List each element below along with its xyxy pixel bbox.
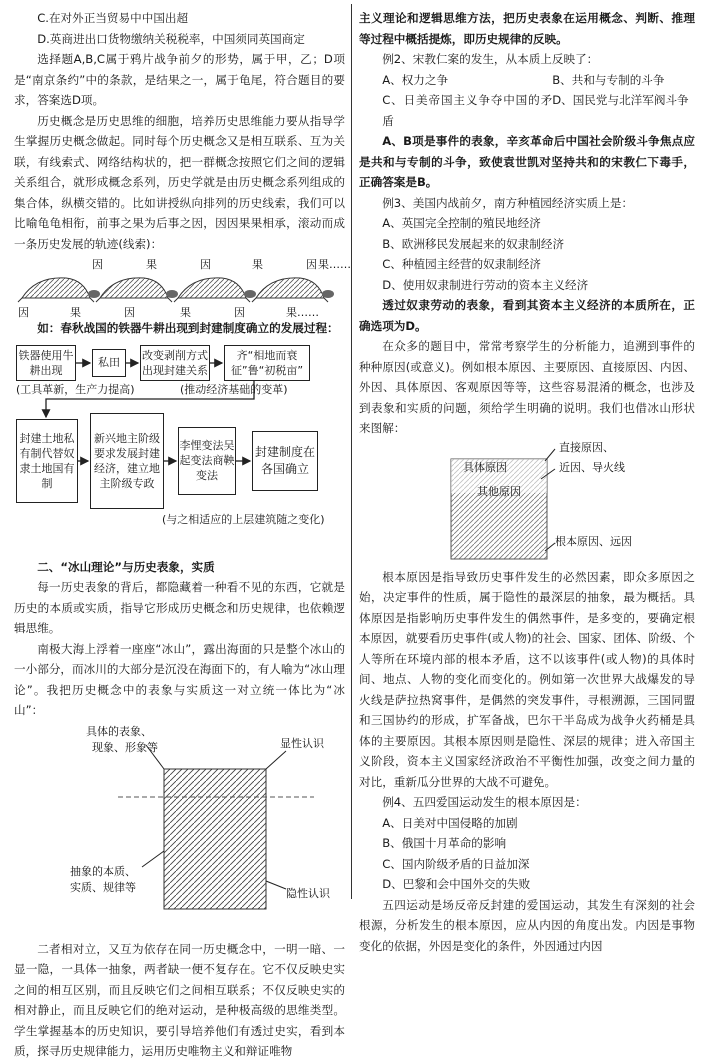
example-3-option-c: C、种植园主经营的奴隶制经济 — [382, 257, 542, 271]
example-2-option-a: A、权力之争 — [382, 72, 449, 87]
example-4-option-d: D、巴黎和会中国外交的失败 — [382, 877, 531, 891]
flow-box-private-land: 私田 — [92, 349, 126, 377]
example-2-question: 例2、宋教仁案的发生，从本质上反映了： — [382, 52, 599, 66]
turtle-label-top-3: 因 — [200, 258, 211, 271]
turtle-label-bottom-5: 因 — [234, 306, 245, 319]
example-3-option-b: B、欧洲移民发展起来的奴隶制经济 — [382, 236, 565, 251]
flow-diagram — [14, 343, 345, 557]
example-2-options-row-2 — [359, 90, 695, 131]
column-divider — [351, 4, 352, 899]
explanation-1: 选择题A,B,C属于鸦片战争前夕的形势，属于甲，乙；D项是“南京条约”中的条款，是结果之一，属于龟尾，符合题目的要求，答案选D项。 — [14, 52, 345, 107]
option-d: D.英商进出口货物缴纳关税税率，中国须同英国商定 — [37, 31, 305, 46]
causes-iceberg-figure — [359, 439, 695, 567]
causes-near-label: 近因、导火线 — [559, 460, 625, 474]
turtle-chain-figure — [14, 254, 351, 319]
iceberg-deep-label-1: 抽象的本质、 — [70, 864, 136, 878]
flow-box-feudal-system: 封建制度在各国确立 — [252, 431, 318, 491]
iceberg-deep-label-2: 实质、规律等 — [70, 880, 136, 894]
example-intro: 如：春秋战国的铁器牛耕出现到封建制度确立的发展过程： — [37, 321, 339, 335]
left-column — [14, 8, 351, 1062]
turtle-label-bottom-4: 果 — [180, 306, 191, 319]
section-2-paragraph: 每一历史表象的背后，都隐藏着一种看不见的东西，它就是历史的本质或实质，指导它形成历史概念和历史规律，也依赖逻辑思维。 — [14, 580, 345, 635]
causes-other-label: 其他原因 — [477, 484, 521, 498]
causes-root-label: 根本原因、远因 — [555, 534, 632, 548]
example-4-option-a: A、日美对中国侵略的加剧 — [382, 815, 518, 830]
example-2-option-c: C、日美帝国主义争夺中国的矛盾 — [382, 93, 553, 128]
example-4-option-c: C、国内阶级矛盾的日益加深 — [382, 856, 530, 871]
iceberg-surface-label-2: 现象、形象等 — [92, 740, 158, 754]
example-3-option-a: A、英国完全控制的殖民地经济 — [382, 216, 541, 230]
example-2-options-row-1 — [359, 70, 695, 91]
example-4-option-b: B、俄国十月革命的影响 — [382, 836, 507, 850]
iceberg-implicit-label: 隐性认识 — [286, 886, 330, 900]
flow-box-feudal-relations: 改变剥削方式出现封建关系 — [140, 345, 210, 381]
section-2-heading: 二、“冰山理论”与历史表象，实质 — [37, 559, 215, 574]
turtle-label-bottom-2: 果 — [70, 306, 81, 319]
option-c: C.在对外正当贸易中中国出超 — [37, 11, 189, 25]
example-3-explanation: 透过奴隶劳动的表象，看到其资本主义经济的本质所在，正确选项为D。 — [359, 298, 695, 333]
example-2-option-d: D、国民党与北洋军阀斗争 — [552, 93, 689, 107]
turtle-2-icon — [96, 278, 178, 302]
iceberg-explicit-label: 显性认识 — [280, 736, 324, 750]
iceberg-figure — [14, 721, 345, 939]
turtle-3-icon — [174, 278, 256, 302]
flow-box-iron-tools: 铁器使用牛耕出现 — [16, 345, 76, 381]
example-2-explanation: A、B项是事件的表象，辛亥革命后中国社会阶级斗争焦点应是共和与专制的斗争，致使袁世凯对坚持共和的宋教仁下毒手，正确答案是B。 — [359, 134, 695, 189]
flow-note-productivity: (工具革新，生产力提高) — [16, 382, 135, 396]
causes-direct-label: 直接原因、 — [559, 440, 614, 454]
causes-specific-label: 具体原因 — [463, 460, 507, 474]
turtle-label-bottom-3: 因 — [124, 306, 135, 319]
turtle-label-top-6: 果…… — [318, 258, 351, 271]
root-cause-paragraph: 根本原因是指导致历史事件发生的必然因素，即众多原因之始，决定事件的性质，属于隐性的最深层的抽象，最为概括。具体原因是指影响历史事件发生的偶然事件，是多变的，要确定根本原因，就要看历史事件(或人物)的社会、国家、团体、阶级、个人等所在环境内部的根本矛盾，这不以该事件(或人物)的具体时间、地点、人物的变化而变化的。例如第一次世界大战爆发的导火线是萨拉热窝事件，是偶然的突发事件，寻根溯源，三国同盟和三国协约的形成，扩军备战，巴尔干半岛成为战争火药桶是具体的主要原因。其根本原因则是隐性、深层的规律；进入帝国主义阶段，资本主义国家经济政治不平衡性加强，改变之间力量的对比，重新瓜分世界的大战不可避免。 — [359, 569, 695, 789]
flow-note-economic-base: (推动经济基础的变革) — [180, 382, 288, 396]
final-paragraph: 五四运动是场反帝反封建的爱国运动，其发生有深刻的社会根源，分析发生的根本原因，应从内因的角度出发。内因是事物变化的依据，外因是变化的条件，外因通过内因 — [359, 897, 695, 953]
flow-note-superstructure: (与之相适应的上层建筑随之变化) — [162, 512, 325, 526]
causes-paragraph: 在众多的题目中，常常考察学生的分析能力，追溯到事件的种种原因(或意义)。例如根本原因、主要原因、直接原因、内因、外因、具体原因、客观原因等等，这些容易混淆的概念，也涉及到表象和实质的问题，须给学生明确的说明。我们也借冰山形状来图解： — [359, 339, 695, 435]
example-4-question: 例4、五四爱国运动发生的根本原因是： — [382, 795, 587, 809]
flow-box-reforms: 李悝变法吴起变法商鞅变法 — [178, 427, 236, 495]
flow-box-land-ownership: 封建土地私有制代替奴隶土地国有制 — [16, 419, 78, 503]
turtle-label-top-5: 因 — [306, 258, 317, 271]
flow-box-landlord-class: 新兴地主阶级要求发展封建经济，建立地主阶级专政 — [90, 413, 164, 509]
iceberg-surface-label-1: 具体的表象、 — [86, 724, 152, 738]
last-paragraph: 二者相对立，又互为依存在同一历史概念中，一明一暗、一显一隐，一具体一抽象，两者缺一便不复存在。它不仅反映史实之间的相互区别，而且反映它们之间相互联系；不仅反映史实的相对静止，而且反映它们的绝对运动，是种极高级的思维类型。学生掌握基本的历史知识，要引导培养他们有透过史实，看到本质，探寻历史规律能力，运用历史唯物主义和辩证唯物 — [14, 941, 345, 1058]
turtle-label-top-4: 果 — [252, 258, 263, 271]
right-column — [359, 8, 695, 956]
concept-paragraph: 历史概念是历史思维的细胞，培养历史思维能力要从指导学生掌握历史概念做起。同时每个历史概念又是相互联系、互为关联，有线索式、网络结构状的，把一群概念按照它们之间的逻辑关系组合，就形成概念系列，历史学就是由历史概念系列组成的集合体，纵横交错的。比如讲授纵向排列的历史线索，我们可以比喻龟龟相衔，前事之果为后事之因，因因果果相承，滚动而成一条历史发展的轨迹(线索)： — [14, 113, 345, 251]
flow-box-tax-reform: 齐“相地而衰征”鲁“初税亩” — [224, 345, 310, 381]
turtle-4-icon — [252, 278, 334, 302]
turtle-1-icon — [18, 278, 100, 302]
continuation-paragraph: 主义理论和逻辑思维方法，把历史表象在运用概念、判断、推理等过程中概括提炼，即历史规律的反映。 — [359, 11, 695, 46]
example-2-option-b: B、共和与专制的斗争 — [552, 72, 665, 87]
iceberg-paragraph: 南极大海上浮着一座座“冰山”，露出海面的只是整个冰山的一小部分，而冰川的大部分是沉没在海面下的，有人喻为“冰山理论”。我把历史概念中的表象与实质这一对立统一体比为“冰山”： — [14, 641, 345, 717]
turtle-label-top-1: 因 — [92, 258, 103, 271]
turtle-label-bottom-6: 果…… — [286, 306, 319, 319]
example-3-question: 例3、美国内战前夕，南方种植园经济实质上是： — [382, 195, 634, 210]
turtle-label-bottom-1: 因 — [18, 306, 29, 319]
turtle-label-top-2: 果 — [146, 258, 157, 271]
example-3-option-d: D、使用奴隶制进行劳动的资本主义经济 — [382, 277, 589, 292]
